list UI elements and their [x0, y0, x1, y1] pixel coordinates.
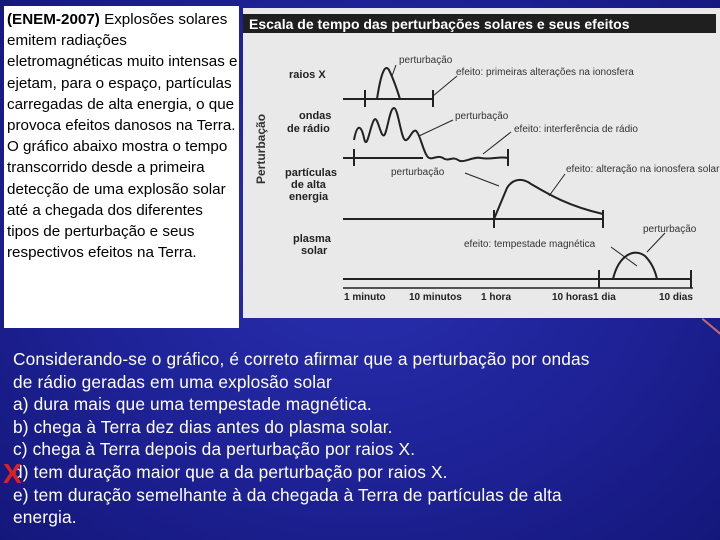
plasma-perturbation-label: perturbação	[643, 224, 697, 235]
xray-perturbation-label: perturbação	[399, 55, 453, 66]
intro-body: Explosões solares emitem radiações eletromagnéticas muito intensas e ejetam, para o espaço, partículas carregadas de alta energia, o que provoca efeitos danosos na Terra. O gráfico abaixo mostra o tempo transcorrido desde a primeira detecção de uma explosão solar até a chegada dos diferentes tipos de perturbação e seus respectivos efeitos na Terra.	[7, 11, 238, 262]
question-stem-line-2: de rádio geradas em uma explosão solar	[13, 371, 332, 392]
time-tick-1day: 1 dia	[593, 292, 616, 303]
option-e: e) tem duração semelhante à da chegada à Terra de partículas de alta	[13, 484, 562, 505]
row-label-radio-2: de rádio	[287, 123, 330, 135]
question-stem-line-1: Considerando-se o gráfico, é correto afirmar que a perturbação por ondas	[13, 349, 590, 369]
intro-text	[7, 9, 239, 263]
time-tick-10min: 10 minutos	[409, 292, 462, 303]
xray-effect-label: efeito: primeiras alterações na ionosfera	[456, 67, 634, 78]
particles-pointer-perturbation	[465, 173, 499, 186]
radio-effect-label: efeito: interferência de rádio	[514, 124, 638, 135]
option-e-continuation: energia.	[13, 507, 77, 528]
plasma-pointer-effect	[611, 247, 637, 266]
plasma-effect-label: efeito: tempestade magnética	[464, 239, 596, 250]
option-c: c) chega à Terra depois da perturbação por raios X.	[13, 439, 416, 460]
row-label-particles-2: de alta	[291, 179, 326, 191]
row-label-particles-1: partículas	[285, 167, 337, 179]
y-axis-label: Perturbação	[254, 113, 268, 184]
particles-perturbation-label: perturbação	[391, 167, 445, 178]
xray-pulse	[377, 68, 400, 99]
time-tick-1h: 1 hora	[481, 292, 512, 303]
option-a: a) dura mais que uma tempestade magnética.	[13, 394, 372, 415]
row-label-plasma-2: solar	[301, 245, 328, 257]
figure-title: Escala de tempo das perturbações solares e seus efeitos	[249, 16, 630, 32]
answer-x-mark: X	[3, 458, 22, 489]
option-d: d) tem duração maior que a da perturbação por raios X.	[13, 461, 448, 482]
row-label-plasma-1: plasma	[293, 233, 331, 245]
particles-pointer-effect	[549, 174, 565, 196]
time-tick-10h: 10 horas	[552, 292, 594, 303]
particles-curve	[494, 180, 603, 219]
question-block	[13, 348, 713, 529]
particles-effect-label: efeito: alteração na ionosfera solar	[566, 164, 720, 175]
source-tag: (ENEM-2007)	[7, 11, 100, 28]
plasma-pointer-perturbation	[647, 233, 665, 252]
timescale-figure	[243, 8, 720, 318]
radio-pointer-perturbation	[419, 120, 453, 136]
xray-pointer-perturbation	[392, 65, 396, 76]
radio-perturbation-label: perturbação	[455, 111, 509, 122]
plasma-curve	[613, 253, 657, 279]
row-label-xray: raios X	[289, 69, 326, 81]
radio-pointer-effect	[483, 132, 511, 154]
time-tick-10days: 10 dias	[659, 292, 693, 303]
option-b: b) chega à Terra dez dias antes do plasma solar.	[13, 416, 393, 437]
row-label-particles-3: energia	[289, 191, 329, 203]
xray-pointer-effect	[433, 76, 457, 96]
row-label-radio-1: ondas	[299, 110, 332, 122]
time-tick-1min: 1 minuto	[344, 292, 386, 303]
